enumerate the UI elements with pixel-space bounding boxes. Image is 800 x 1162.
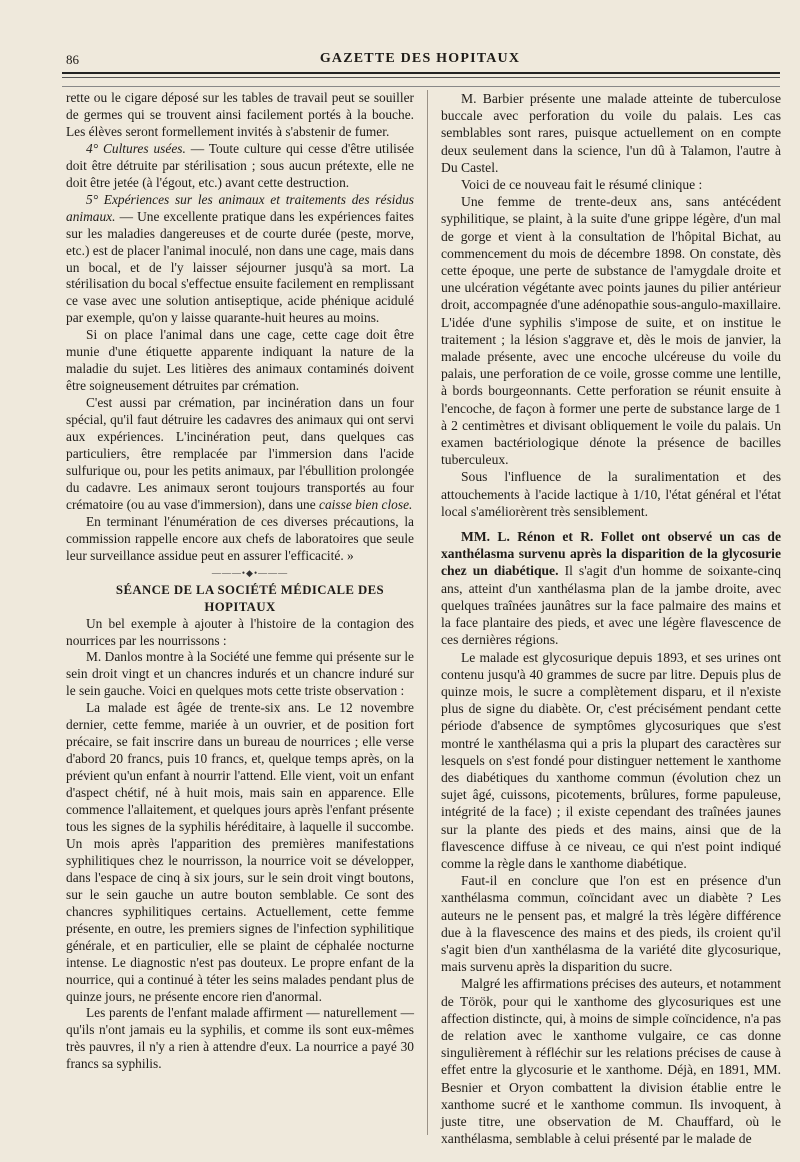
paragraph: La malade est âgée de trente-six ans. Le 12 novembre dernier, cette femme, mariée à un ouvrier, et de position fort précaire, se fait inscrire dans un bureau de nourrices ; elle verse d'abord 20 francs, puis 10 francs, et, quelque temps après, on la prévient qu'un enfant à nourrir l'attend. Elle vient, voit un enfant d'aspect chétif, né à huit mois, mais sain en apparence. Elle commence l'allaitement, et quelques jours après l'enfant présente tous les signes de la syphilis héréditaire, à laquelle il succombe. Un mois après l'apparition des premières manifestations syphilitiques chez le nourrisson, la nourrice voit se développer, dans l'espace de cinq à six jours, sur le sein droit vingt boutons, sur le sein gauche un autre bouton semblable. Ce sont des chancres syphilitiques certains. Actuellement, cette femme présente, en outre, les premiers signes de l'infection syphilitique générale, et en particulier, elle se plaint de céphalée nocturne intense. Le diagnostic n'est pas douteux. Le propre enfant de la nourrice, qui a continué à téter les seins malades pendant plus de quinze jours, ne présente encore rien d'anormal. [66,700,414,1004]
paragraph: Malgré les affirmations précises des auteurs, et notamment de Török, pour qui le xanthome des glycosuriques est une affection distincte, qui, à moins de simple coïncidence, n'a pas de relation avec le xanthome vulgaire, ce cas donne singulièrement à réfléchir sur les relations précises de cause à effet entre la glycosurie et le xanthome. Déjà, en 1891, MM. Besnier et Oryon combattent la division établie entre le xanthome sucré et le xanthome commun. Ils invoquent, à juste titre, une observation de M. Chauffard, où le xanthélasma, semblable à celui présenté par le malade de [441,976,781,1147]
paragraph: Faut-il en conclure que l'on est en présence d'un xanthélasma commun, coïncidant avec un diabète ? Les auteurs ne le pensent pas, et malgré la très légère différence due à la flavescence des mains et des pieds, ils croient qu'il s'agit bien d'un xanthélasma de la variété dite glycosurique, mais survenu après la disparition du sucre. [441,873,781,975]
column-divider [427,90,428,1135]
paragraph [66,395,414,514]
header-rule-lower [62,86,780,87]
paragraph-body: Il s'agit d'un homme de soixante-cinq ans, atteint d'un xanthélasma plan de la jambe droite, avec quelques traînées jaunâtres sur la face palmaire des mains et la face plantaire des pieds, et avec une légère flavescence de ces dernières régions. [441,563,781,648]
page-header [60,48,780,70]
paragraph: Voici de ce nouveau fait le résumé clinique : [461,177,703,193]
page-number: 86 [66,52,79,67]
paragraph: M. Danlos montre à la Société une femme qui présente sur le sein droit vingt et un chancres indurés et un chancre induré sur le sein gauche. Voici en quelques mots cette triste observation : [66,649,414,699]
journal-title: GAZETTE DES HOPITAUX [319,51,521,66]
paragraph: Les parents de l'enfant malade affirment — naturellement — qu'ils n'ont jamais eu la syphilis, et comme ils sont eux-mêmes très pauvres, il n'y a rien à attendre d'eux. La nourrice a payé 30 francs sa syphilis. [66,1005,414,1072]
paragraph [441,528,781,648]
paragraph: Si on place l'animal dans une cage, cette cage doit être munie d'une étiquette apparente indiquant la nature de la maladie du sujet. Les litières des animaux contaminés doivent être soigneusement détruites par crémation. [66,327,414,394]
paragraph [66,141,414,192]
left-column [66,90,414,1073]
paragraph-body: C'est aussi par crémation, par incinération dans un four spécial, qu'il faut détruire les cadavres des animaux qui ont servi aux expériences. L'incinération peut, dans quelques cas particuliers, être remplacée par l'immersion dans l'acide sulfurique ou, pour les petits animaux, par l'ébullition prolongée du cadavre. Les animaux seront toujours transportés au four crématoire (ou au vase d'immersion), dans une [66,395,414,512]
paragraph [66,192,414,328]
header-rule [62,72,780,74]
paragraph: rette ou le cigare déposé sur les tables de travail peut se souiller de germes qui se trouvent ainsi facilement portés à la bouche. Les élèves seront formellement invités à s'abstenir de fumer. [66,90,414,139]
paragraph: Un bel exemple à ajouter à l'histoire de la contagion des nourrices par les nourrissons : [66,615,414,648]
paragraph: En terminant l'énumération de ces diverses précautions, la commission rappelle encore aux chefs de laboratoires que seule leur surveillance assidue peut en assurer l'efficacité. » [66,513,414,563]
paragraph: Le malade est glycosurique depuis 1893, et ses urines ont contenu jusqu'à 40 grammes de sucre par litre. Depuis plus de quinze mois, le sucre a complètement disparu, et il n'existe plus de signe du diabète. Or, c'est précisément pendant cette période d'absence de symptômes glycosuriques que s'est montré le xanthélasma qui a pris la plupart des caractères sur lesquels on s'est fondé pour distinguer nettement le xanthome des diabétiques du xanthome commun (évolution chez un sujet âgé, cuissons, picotements, brûlures, forme papuleuse, intégrité de la face) ; il existe cependant des traînées jaunes sur la plante des pieds et des mains, ainsi que de la flavescence diffuse à ce niveau, ce qui n'est point indiqué comme la règle dans le xanthome diabétique. [441,649,781,871]
paragraph: Sous l'influence de la suralimentation et des attouchements à l'acide lactique à 1/10, l'état général et l'état local s'améliorèrent très sensiblement. [441,469,781,519]
paragraph-italic: caisse bien close. [319,496,413,512]
right-column [441,90,781,1147]
paragraph: Une femme de trente-deux ans, sans antécédent syphilitique, se plaint, à la suite d'une grippe légère, d'un mal de gorge et vient à la consultation de l'hôpital Bichat, au commencement du mois de décembre 1898. On constate, dès cette époque, une perte de substance de l'amygdale droite et une ulcération végétante avec points jaunes du pilier antérieur droit, accompagnée d'une adénopathie sous-angulo-maxillaire. L'idée d'une syphilis s'impose de suite, et on institue le traitement ; la lésion s'aggrave et, dès le mois de janvier, la malade présente, avec une encoche ulcéreuse du voile du palais, une perforation de ce voile, grosse comme une lentille, à bords bourgeonnants. Cette perforation se réunit ensuite à l'encoche, de façon à former une perte de substance large de 1 à 2 centimètres et divisant obliquement le voile du palais. Un examen bactériologique dénote la présence de bacilles tuberculeux. [441,194,781,468]
paragraph: M. Barbier présente une malade atteinte de tuberculose buccale avec perforation du voile du palais. Les cas semblables sont rares, puisque actuellement on en compte deux seulement dans la science, l'un dû à Talamon, l'autre à Du Castel. [441,91,781,175]
paragraph-lead: MM. L. Rénon et R. Follet ont observé un cas de xanthélasma survenu après la disparition de la glycosurie chez un diabétique. [441,529,781,579]
paragraph-body: — Toute culture qui cesse d'être utilisée doit être détruite par stérilisation ; sous aucun prétexte, elle ne doit être jetée (à l'égout, etc.) avant cette destruction. [66,140,414,190]
section-ornament: ———•◆•——— [211,567,289,578]
paragraph-body: — Une excellente pratique dans les expériences faites sur les maladies dangereuses et de courte durée (peste, morve, etc.) est de placer l'animal inoculé, non dans une cage, mais dans un bocal, et de l'y laisser séjourner jusqu'à sa mort. La stérilisation du bocal s'effectue ensuite facilement en remplissant ce vase avec une solution antiseptique, acide phénique acidulé par exemple, qu'on y laisse quarante-huit heures au moins. [66,208,414,326]
header-rule-thin [62,77,780,78]
paragraph-lead: 4° Cultures usées. [86,140,186,156]
paragraph-lead: 5° Expériences sur les animaux et traitements des résidus animaux. [66,191,414,224]
section-heading: SÉANCE DE LA SOCIÉTÉ MÉDICALE DES HOPITAUX [115,582,385,614]
